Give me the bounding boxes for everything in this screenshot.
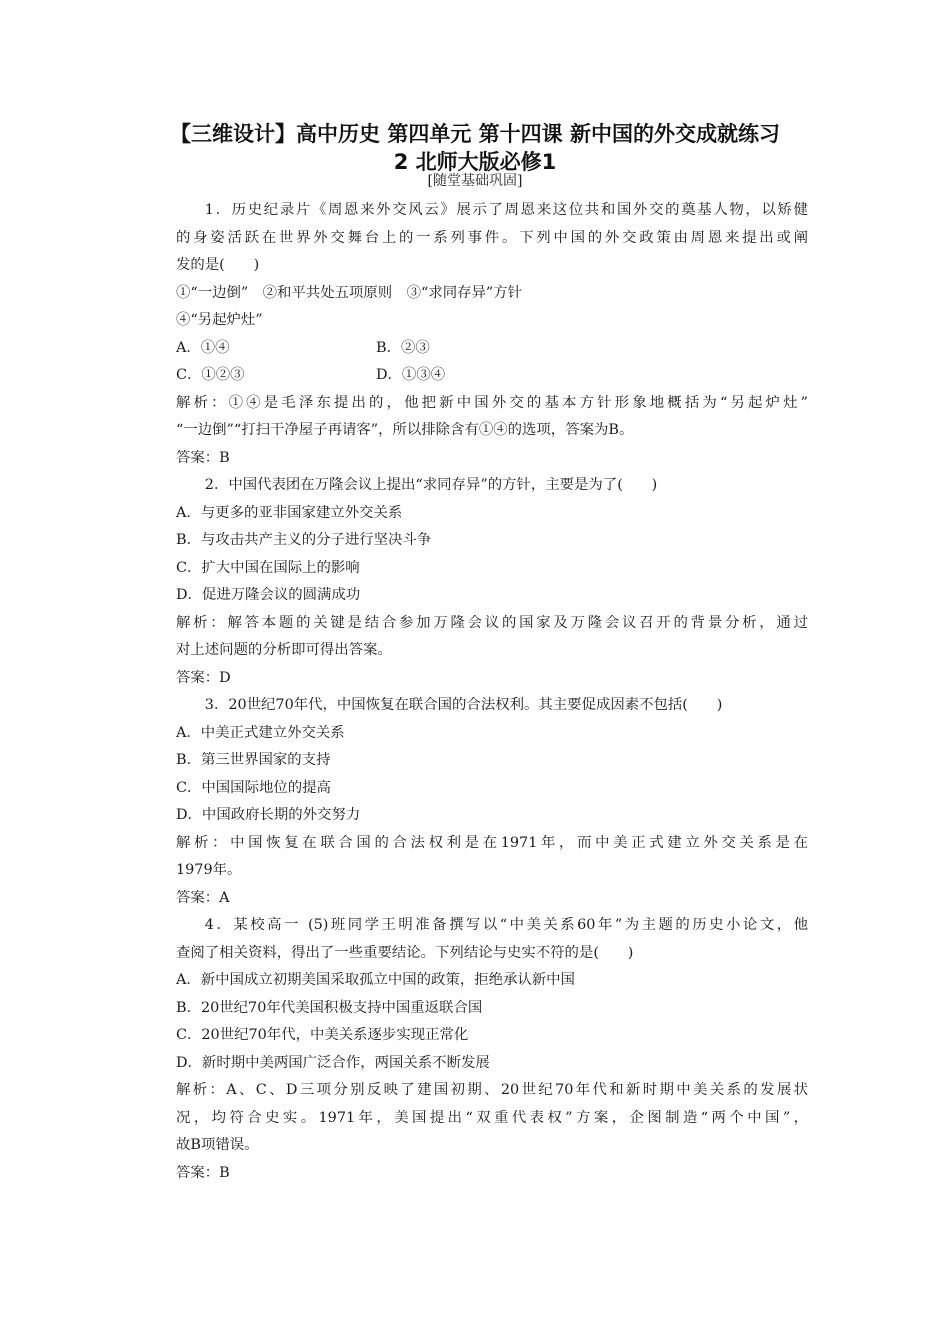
question-4-explanation-line-2: 况，均符合史实。1971年，美国提出“双重代表权”方案，企图制造“两个中国”， [176,1109,808,1126]
question-1-answer: 答案：B [176,449,230,466]
question-1-items-line-2: ④“另起炉灶” [176,312,263,328]
option-b: B．第三世界国家的支持 [176,752,331,768]
question-4-explanation-line-1: 解析：A、C、D三项分别反映了建国初期、20世纪70年代和新时期中美关系的发展状 [176,1082,808,1098]
question-1 [176,197,808,472]
question-2-explanation-line-1: 解析：解答本题的关键是结合参加万隆会议的国家及万隆会议召开的背景分析，通过 [176,614,808,631]
question-2-explanation-line-2: 对上述问题的分析即可得出答案。 [176,642,392,658]
question-4-stem-line-1: 4．某校高一 (5)班同学王明准备撰写以“中美关系60年”为主题的历史小论文，他 [204,917,808,933]
option-a: A．①④ [176,339,230,356]
question-1-options-row-1 [176,335,808,363]
option-b: B．与攻击共产主义的分子进行坚决斗争 [176,532,432,548]
question-2-stem: 2．中国代表团在万隆会议上提出“求同存异”的方针，主要是为了( ) [204,477,658,493]
question-3-explanation-line-1: 解析：中国恢复在联合国的合法权利是在1971年，而中美正式建立外交关系是在 [176,834,808,851]
question-3-explanation-line-2: 1979年。 [176,862,242,878]
question-1-stem-line-3: 发的是( ) [176,257,260,273]
title-line-1: 【三维设计】高中历史 第四单元 第十四课 新中国的外交成就练习 [170,122,780,146]
option-d: D．①③④ [376,367,446,383]
title-line-2: 2 北师大版必修1 [393,150,557,174]
question-4-stem-line-2: 查阅了相关资料，得出了一些重要结论。下列结论与史实不符的是( ) [176,944,634,961]
question-1-items-line-1: ①“一边倒” ②和平共处五项原则 ③“求同存异”方针 [176,284,523,301]
question-3-stem: 3．20世纪70年代，中国恢复在联合国的合法权利。其主要促成因素不包括( ) [204,697,723,713]
question-3-answer: 答案：A [176,889,230,906]
exercise-body [176,197,808,1187]
question-4-explanation-line-3: 故B项错误。 [176,1137,259,1153]
question-4 [176,912,808,1187]
option-a: A．新中国成立初期美国采取孤立中国的政策，拒绝承认新中国 [176,972,575,988]
question-2 [176,472,808,692]
question-1-explanation-line-2: “一边倒”“打扫干净屋子再请客”，所以排除含有①④的选项，答案为B。 [176,422,634,438]
question-3 [176,692,808,912]
question-2-answer: 答案：D [176,669,231,686]
document-title [120,120,830,176]
option-a: A．与更多的亚非国家建立外交关系 [176,504,403,521]
option-c: C．中国国际地位的提高 [176,779,331,796]
option-c: C．扩大中国在国际上的影响 [176,559,360,576]
option-b: B．20世纪70年代美国积极支持中国重返联合国 [176,999,483,1016]
section-label: [随堂基础巩固] [427,173,523,189]
option-d: D．中国政府长期的外交努力 [176,807,361,823]
question-1-explanation-line-1: 解析：①④是毛泽东提出的，他把新中国外交的基本方针形象地概括为“另起炉灶” [176,394,808,411]
question-1-stem-line-2: 的身姿活跃在世界外交舞台上的一系列事件。下列中国的外交政策由周恩来提出或阐 [176,229,808,246]
option-d: D．新时期中美两国广泛合作，两国关系不断发展 [176,1054,490,1071]
question-4-answer: 答案：B [176,1164,230,1181]
question-1-stem-line-1: 1．历史纪录片《周恩来外交风云》展示了周恩来这位共和国外交的奠基人物，以矫健 [204,202,808,218]
question-1-options-row-2 [176,362,808,390]
option-c: C．20世纪70年代，中美关系逐步实现正常化 [176,1027,469,1043]
option-d: D．促进万隆会议的圆满成功 [176,587,361,603]
option-a: A．中美正式建立外交关系 [176,724,345,741]
option-c: C．①②③ [176,367,245,383]
option-b: B．②③ [376,339,430,356]
